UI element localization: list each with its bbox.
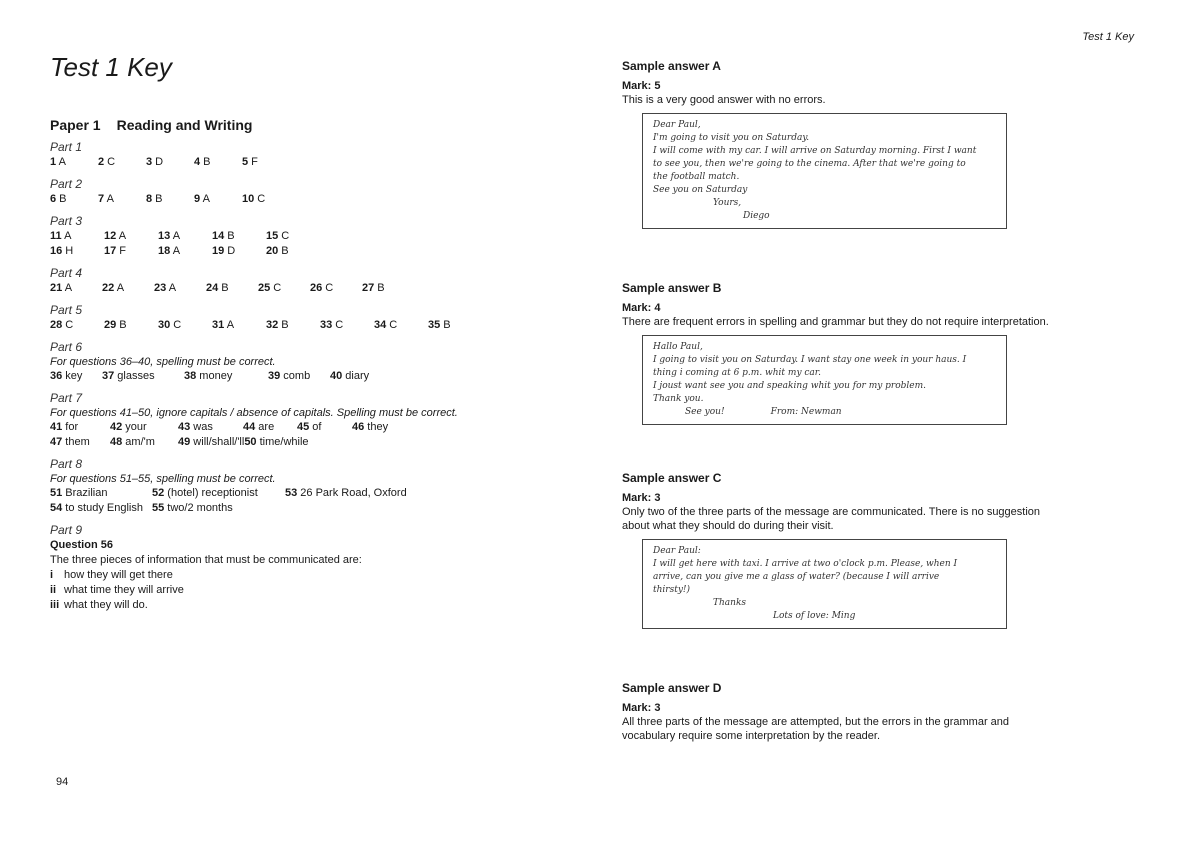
question-number: 12 (104, 230, 117, 242)
answer-30 (158, 318, 212, 333)
letter-text: I will get here with taxi. I arrive at two o'clock p.m. Please, when I (653, 559, 958, 569)
part-label: Part 9 (50, 523, 83, 537)
question-number: 38 (184, 370, 197, 382)
question-number: 13 (158, 230, 171, 242)
sample-comment: There are frequent errors in spelling and grammar but they do not require interpretation. (622, 316, 1049, 328)
answer-value: was (190, 421, 213, 433)
letter-line (653, 558, 996, 571)
answer-24 (206, 281, 258, 296)
question-number: 44 (243, 421, 256, 433)
answer-value: B (374, 282, 385, 294)
part-label: Part 6 (50, 340, 83, 354)
left-page (50, 50, 570, 613)
answer-value: are (255, 421, 275, 433)
answer-value: B (152, 193, 163, 205)
sample-title: Sample answer C (622, 471, 722, 485)
answer-39 (268, 369, 330, 384)
question-number: 49 (178, 436, 191, 448)
answer-47 (50, 435, 110, 450)
part-3 (50, 213, 570, 259)
answer-value: C (104, 156, 116, 168)
question-number: 17 (104, 245, 117, 257)
answer-value: diary (342, 370, 370, 382)
letter-line (653, 119, 996, 132)
question-number: 10 (242, 193, 255, 205)
information-item (50, 583, 570, 598)
running-head: Test 1 Key (1082, 31, 1134, 43)
part-2 (50, 176, 570, 207)
answer-4 (194, 155, 242, 170)
part-5 (50, 302, 570, 333)
answer-value: A (61, 230, 72, 242)
answer-value: C (254, 193, 266, 205)
letter-text: Yours, (713, 198, 742, 208)
answer-31 (212, 318, 266, 333)
letter-box (642, 539, 1007, 629)
sample-comment: about what they should do during their visit. (622, 520, 834, 532)
question-number: 45 (297, 421, 310, 433)
part-9 (50, 522, 570, 613)
question-number: 5 (242, 156, 249, 168)
question-number: 42 (110, 421, 123, 433)
answer-37 (102, 369, 184, 384)
question-number: 48 (110, 436, 123, 448)
letter-line (653, 341, 996, 354)
answer-value: F (248, 156, 258, 168)
answer-34 (374, 318, 428, 333)
question-number: 54 (50, 502, 63, 514)
question-number: 26 (310, 282, 323, 294)
answer-value: will/shall/'ll (190, 436, 245, 448)
answer-26 (310, 281, 362, 296)
answer-value: A (104, 193, 114, 205)
answer-29 (104, 318, 158, 333)
answer-value: B (56, 193, 67, 205)
answer-12 (104, 229, 158, 244)
letter-text: Dear Paul, (653, 120, 701, 130)
sample-mark: Mark: 4 (622, 302, 661, 314)
answer-14 (212, 229, 266, 244)
answer-value: am/'m (122, 436, 155, 448)
roman-numeral: ii (50, 584, 57, 596)
question-number: 2 (98, 156, 105, 168)
letter-text: See you on Saturday (653, 185, 748, 195)
letter-line (653, 171, 996, 184)
answer-value: C (62, 319, 74, 331)
answer-row (50, 318, 570, 333)
letter-text: I will come with my car. I will arrive on Saturday morning. First I want (653, 146, 977, 156)
answer-row (50, 281, 570, 296)
answer-33 (320, 318, 374, 333)
information-item (50, 568, 570, 583)
answer-38 (184, 369, 268, 384)
letter-signoff: From: Newman (770, 407, 842, 417)
question-number: 6 (50, 193, 57, 205)
answer-value: C (170, 319, 182, 331)
item-text: how they will get there (64, 569, 173, 581)
letter-line (653, 610, 996, 623)
answer-value: B (200, 156, 211, 168)
answer-value: B (218, 282, 229, 294)
letter-text: Hallo Paul, (653, 342, 703, 352)
letter-text: Thank you. (653, 394, 704, 404)
answer-53 (285, 486, 435, 501)
information-item (50, 598, 570, 613)
sample-answer-c (622, 470, 1102, 629)
sample-mark: Mark: 5 (622, 80, 661, 92)
answer-value: key (62, 370, 83, 382)
question-number: 19 (212, 245, 225, 257)
letter-line (653, 380, 996, 393)
question-number: 4 (194, 156, 201, 168)
letter-line (653, 354, 996, 367)
question-number: 36 (50, 370, 63, 382)
question-number: 29 (104, 319, 117, 331)
answer-value: of (309, 421, 322, 433)
part-6 (50, 339, 570, 384)
question-number: 23 (154, 282, 167, 294)
sample-comment: All three parts of the message are attempted, but the errors in the grammar and (622, 716, 1010, 728)
roman-numeral: i (50, 569, 54, 581)
letter-line (653, 367, 996, 380)
answer-5 (242, 155, 290, 170)
sample-mark: Mark: 3 (622, 492, 661, 504)
answer-40 (330, 369, 390, 384)
question-number: 40 (330, 370, 343, 382)
question-number: 32 (266, 319, 279, 331)
answer-51 (50, 486, 152, 501)
question-number: 41 (50, 421, 63, 433)
question-number: 25 (258, 282, 271, 294)
answer-value: B (278, 319, 289, 331)
answer-value: C (270, 282, 282, 294)
answer-52 (152, 486, 285, 501)
answer-value: A (62, 282, 73, 294)
answer-13 (158, 229, 212, 244)
letter-box (642, 335, 1007, 425)
question-number: 21 (50, 282, 63, 294)
part-label: Part 3 (50, 214, 83, 228)
letter-text: Diego (743, 211, 770, 221)
answer-23 (154, 281, 206, 296)
answer-42 (110, 420, 178, 435)
part-instruction: For questions 41–50, ignore capitals / absence of capitals. Spelling must be correct. (50, 407, 458, 419)
part-label: Part 5 (50, 303, 83, 317)
answer-9 (194, 192, 242, 207)
letter-text: the football match. (653, 172, 740, 182)
answer-48 (110, 435, 178, 450)
answer-value: B (440, 319, 451, 331)
answer-value: B (224, 230, 235, 242)
part-4 (50, 265, 570, 296)
question-number: 30 (158, 319, 171, 331)
answer-46 (352, 420, 402, 435)
sample-title: Sample answer B (622, 281, 722, 295)
answer-value: C (322, 282, 334, 294)
answer-44 (243, 420, 297, 435)
question-number: 46 (352, 421, 365, 433)
sample-answer-a (622, 58, 1102, 229)
letter-line (653, 545, 996, 558)
question-number: 8 (146, 193, 153, 205)
letter-line (653, 406, 996, 419)
answer-41 (50, 420, 110, 435)
letter-line (653, 184, 996, 197)
letter-line (653, 597, 996, 610)
answer-10 (242, 192, 290, 207)
sample-comment: This is a very good answer with no errors. (622, 94, 826, 106)
answer-value: (hotel) receptionist (164, 487, 258, 499)
question-number: 52 (152, 487, 165, 499)
part-7 (50, 390, 570, 450)
answer-25 (258, 281, 310, 296)
answer-value: 26 Park Road, Oxford (297, 487, 407, 499)
sample-mark: Mark: 3 (622, 702, 661, 714)
letter-line (653, 132, 996, 145)
sample-comment: Only two of the three parts of the message are communicated. There is no suggestion (622, 506, 1041, 518)
answer-6 (50, 192, 98, 207)
letter-line (653, 158, 996, 171)
question-number: 33 (320, 319, 333, 331)
part-8 (50, 456, 570, 516)
answer-parts (50, 139, 570, 516)
question-number: 22 (102, 282, 115, 294)
answer-value: A (200, 193, 210, 205)
answer-row (50, 369, 570, 384)
answer-value: time/while (256, 436, 309, 448)
answer-value: your (122, 421, 147, 433)
answer-value: B (278, 245, 289, 257)
letter-line (653, 197, 996, 210)
answer-value: Brazilian (62, 487, 108, 499)
sample-title: Sample answer D (622, 681, 722, 695)
item-text: what they will do. (64, 599, 148, 611)
question-intro: The three pieces of information that must be communicated are: (50, 554, 362, 566)
answer-49 (178, 435, 244, 450)
answer-value: A (56, 156, 66, 168)
paper-name: Reading and Writing (116, 117, 253, 133)
question-number: 16 (50, 245, 63, 257)
answer-43 (178, 420, 243, 435)
question-number: 1 (50, 156, 57, 168)
answer-value: to study English (62, 502, 143, 514)
part-label: Part 1 (50, 140, 83, 154)
answer-16 (50, 244, 104, 259)
letter-line (653, 393, 996, 406)
information-list (50, 568, 570, 613)
answer-row (50, 155, 570, 170)
part-label: Part 2 (50, 177, 83, 191)
answer-1 (50, 155, 98, 170)
question-number: 34 (374, 319, 387, 331)
letter-text: Dear Paul: (653, 546, 701, 556)
answer-value: A (116, 230, 127, 242)
page-title: Test 1 Key (50, 52, 172, 82)
sample-answer-d (622, 680, 1102, 743)
sample-title: Sample answer A (622, 59, 721, 73)
answer-value: them (62, 436, 90, 448)
answer-row (50, 244, 570, 259)
letter-text: to see you, then we're going to the cinema. After that we're going to (653, 159, 966, 169)
answer-value: C (386, 319, 398, 331)
question-number: 20 (266, 245, 279, 257)
question-number: 50 (244, 436, 257, 448)
answer-value: A (224, 319, 235, 331)
answer-7 (98, 192, 146, 207)
answer-15 (266, 229, 320, 244)
answer-value: glasses (114, 370, 155, 382)
answer-50 (244, 435, 308, 450)
question-number: 37 (102, 370, 115, 382)
paper-heading (50, 117, 570, 133)
question-number: 39 (268, 370, 281, 382)
answer-3 (146, 155, 194, 170)
answer-row (50, 192, 570, 207)
letter-line (653, 584, 996, 597)
answer-value: F (116, 245, 127, 257)
question-heading: Question 56 (50, 539, 113, 551)
part-label: Part 8 (50, 457, 83, 471)
answer-value: A (166, 282, 177, 294)
answer-value: comb (280, 370, 311, 382)
part-1 (50, 139, 570, 170)
sample-comment: vocabulary require some interpretation by the reader. (622, 730, 881, 742)
answer-value: A (170, 230, 181, 242)
letter-text: Thanks (713, 598, 747, 608)
answer-row (50, 420, 570, 435)
letter-text: See you! (685, 407, 725, 417)
page-number: 94 (56, 776, 69, 788)
letter-line (653, 145, 996, 158)
letter-text: thirsty!) (653, 585, 691, 595)
answer-36 (50, 369, 102, 384)
answer-value: A (170, 245, 181, 257)
answer-45 (297, 420, 352, 435)
roman-numeral: iii (50, 599, 60, 611)
answer-value: A (114, 282, 125, 294)
question-number: 55 (152, 502, 165, 514)
sample-answer-b (622, 280, 1102, 425)
question-number: 28 (50, 319, 63, 331)
question-number: 9 (194, 193, 201, 205)
letter-line (653, 571, 996, 584)
paper-label: Paper 1 (50, 117, 101, 133)
answer-2 (98, 155, 146, 170)
question-number: 24 (206, 282, 219, 294)
question-number: 14 (212, 230, 225, 242)
letter-line (653, 210, 996, 223)
answer-value: C (332, 319, 344, 331)
answer-value: they (364, 421, 389, 433)
answer-28 (50, 318, 104, 333)
part-instruction: For questions 36–40, spelling must be correct. (50, 356, 276, 368)
answer-8 (146, 192, 194, 207)
answer-11 (50, 229, 104, 244)
question-number: 35 (428, 319, 441, 331)
letter-text: I going to visit you on Saturday. I want stay one week in your haus. I (653, 355, 967, 365)
answer-55 (152, 501, 285, 516)
answer-row (50, 501, 570, 516)
answer-18 (158, 244, 212, 259)
item-text: what time they will arrive (64, 584, 184, 596)
answer-value: C (278, 230, 290, 242)
question-number: 47 (50, 436, 63, 448)
answer-row (50, 435, 570, 450)
question-number: 31 (212, 319, 225, 331)
answer-value: D (152, 156, 164, 168)
letter-box (642, 113, 1007, 229)
letter-text: I joust want see you and speaking whit you for my problem. (653, 381, 927, 391)
question-number: 43 (178, 421, 191, 433)
answer-35 (428, 318, 482, 333)
letter-text: thing i coming at 6 p.m. whit my car. (653, 368, 821, 378)
answer-value: two/2 months (164, 502, 233, 514)
answer-20 (266, 244, 320, 259)
answer-32 (266, 318, 320, 333)
question-number: 11 (50, 230, 62, 242)
part-label: Part 7 (50, 391, 83, 405)
answer-22 (102, 281, 154, 296)
answer-value: H (62, 245, 74, 257)
answer-54 (50, 501, 152, 516)
answer-row (50, 486, 570, 501)
answer-value: for (62, 421, 79, 433)
answer-value: money (196, 370, 233, 382)
answer-21 (50, 281, 102, 296)
question-number: 7 (98, 193, 105, 205)
answer-value: B (116, 319, 127, 331)
question-number: 15 (266, 230, 279, 242)
part-label: Part 4 (50, 266, 83, 280)
letter-text: arrive, can you give me a glass of water? (because I will arrive (653, 572, 940, 582)
question-number: 51 (50, 487, 63, 499)
question-number: 53 (285, 487, 298, 499)
question-number: 27 (362, 282, 375, 294)
part-instruction: For questions 51–55, spelling must be correct. (50, 473, 276, 485)
question-number: 3 (146, 156, 153, 168)
letter-text: Lots of love: Ming (773, 611, 856, 621)
question-number: 18 (158, 245, 171, 257)
answer-17 (104, 244, 158, 259)
answer-row (50, 229, 570, 244)
letter-text: I'm going to visit you on Saturday. (653, 133, 810, 143)
answer-19 (212, 244, 266, 259)
answer-27 (362, 281, 414, 296)
answer-value: D (224, 245, 236, 257)
